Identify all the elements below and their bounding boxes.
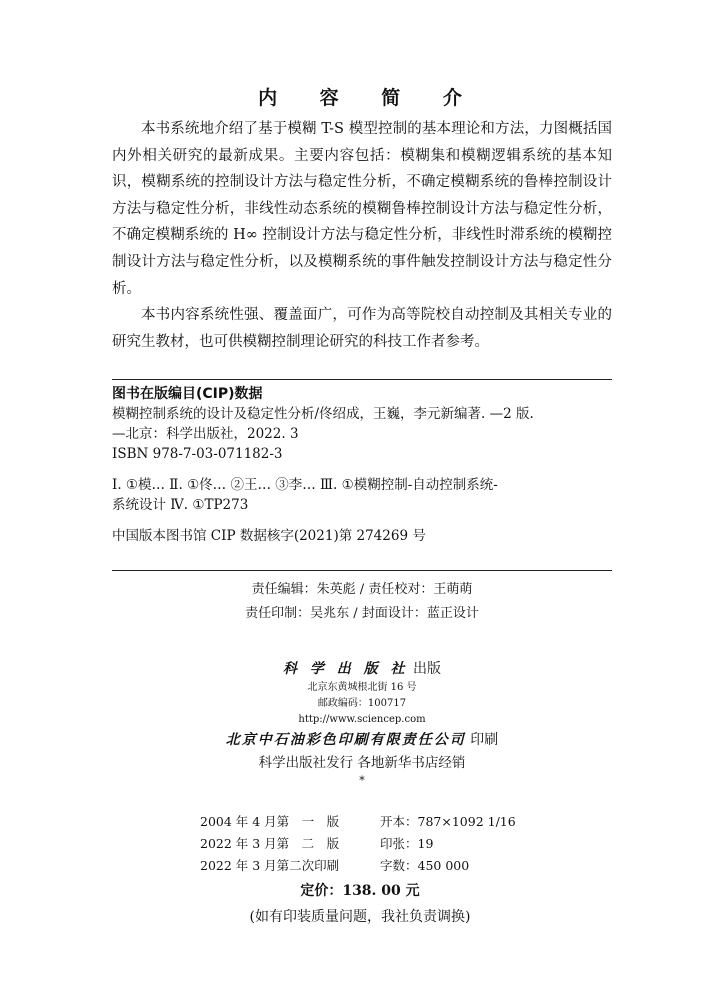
spec-row xyxy=(200,855,600,877)
credits xyxy=(112,578,612,626)
spec-value: 开本：787×1092 1/16 xyxy=(380,814,516,829)
quality-note: (如有印装质量问题，我社负责调换) xyxy=(249,909,471,925)
cip-record-number: 中国版本图书馆 CIP 数据核字(2021)第 274269 号 xyxy=(112,528,426,544)
spec-row xyxy=(200,833,600,855)
page-title: 内 容 简 介 xyxy=(258,87,480,109)
cip-publisher-line: —北京：科学出版社，2022. 3 xyxy=(112,426,299,442)
edition-date: 2022 年 3 月第二次印刷 xyxy=(200,858,340,873)
distribution-line: 科学出版社发行 各地新华书店经销 xyxy=(258,755,466,771)
content-summary xyxy=(112,116,612,355)
printer-suffix: 印刷 xyxy=(470,732,499,748)
publisher-address: 北京东黄城根北街 16 号 xyxy=(307,682,417,693)
publication-info xyxy=(112,658,612,788)
cip-heading: 图书在版编目(CIP)数据 xyxy=(112,386,263,402)
editor-credit: 责任编辑：朱英彪 / 责任校对：王萌萌 xyxy=(251,582,473,597)
edition-specs xyxy=(200,811,600,877)
cip-block xyxy=(112,384,612,546)
edition-date: 2022 年 3 月第 二 版 xyxy=(200,836,340,851)
spec-row xyxy=(200,811,600,833)
publisher-postcode: 邮政编码：100717 xyxy=(317,698,407,709)
production-credit: 责任印制：吴兆东 / 封面设计：蓝正设计 xyxy=(245,606,479,621)
publisher-url: http://www.sciencep.com xyxy=(298,714,426,725)
cip-bottom-rule xyxy=(112,570,612,571)
cip-top-rule xyxy=(112,379,612,380)
spec-value: 字数：450 000 xyxy=(380,858,470,873)
printer-name: 北京中石油彩色印刷有限责任公司 xyxy=(225,732,466,748)
publisher-line xyxy=(112,658,612,680)
separator-star: * xyxy=(359,774,365,787)
printer-line xyxy=(112,728,612,752)
publisher-name: 科 学 出 版 社 xyxy=(283,661,409,677)
cip-title-line: 模糊控制系统的设计及稳定性分析/佟绍成，王巍，李元新编著. —2 版. xyxy=(112,406,534,422)
cip-isbn: ISBN 978-7-03-071182-3 xyxy=(112,446,283,462)
publisher-suffix: 出版 xyxy=(412,661,441,677)
price: 定价：138. 00 元 xyxy=(300,883,420,899)
cip-classification-2: 系统设计 Ⅳ. ①TP273 xyxy=(112,497,249,513)
spec-value: 印张：19 xyxy=(380,836,434,851)
summary-paragraph-2: 本书内容系统性强、覆盖面广，可作为高等院校自动控制及其相关专业的研究生教材，也可供模糊控制理论研究的科技工作者参考。 xyxy=(112,307,612,350)
cip-classification-1: Ⅰ. ①模… Ⅱ. ①佟… ②王… ③李… Ⅲ. ①模糊控制-自动控制系统- xyxy=(112,477,498,493)
summary-paragraph-1: 本书系统地介绍了基于模糊 T-S 模型控制的基本理论和方法，力图概括国内外相关研究的最新成果。主要内容包括：模糊集和模糊逻辑系统的基本知识，模糊系统的控制设计方法与稳定性分析，不确定模糊系统的鲁棒控制设计方法与稳定性分析，非线性动态系统的模糊鲁棒控制设计方法与稳定性分析，不确定模糊系统的 H∞ 控制设计方法与稳定性分析，非线性时滞系统的模糊控制设计方法与稳定性分析，以及模糊系统的事件触发控制设计方法与稳定性分析。 xyxy=(112,121,612,297)
edition-date: 2004 年 4 月第 一 版 xyxy=(200,814,340,829)
